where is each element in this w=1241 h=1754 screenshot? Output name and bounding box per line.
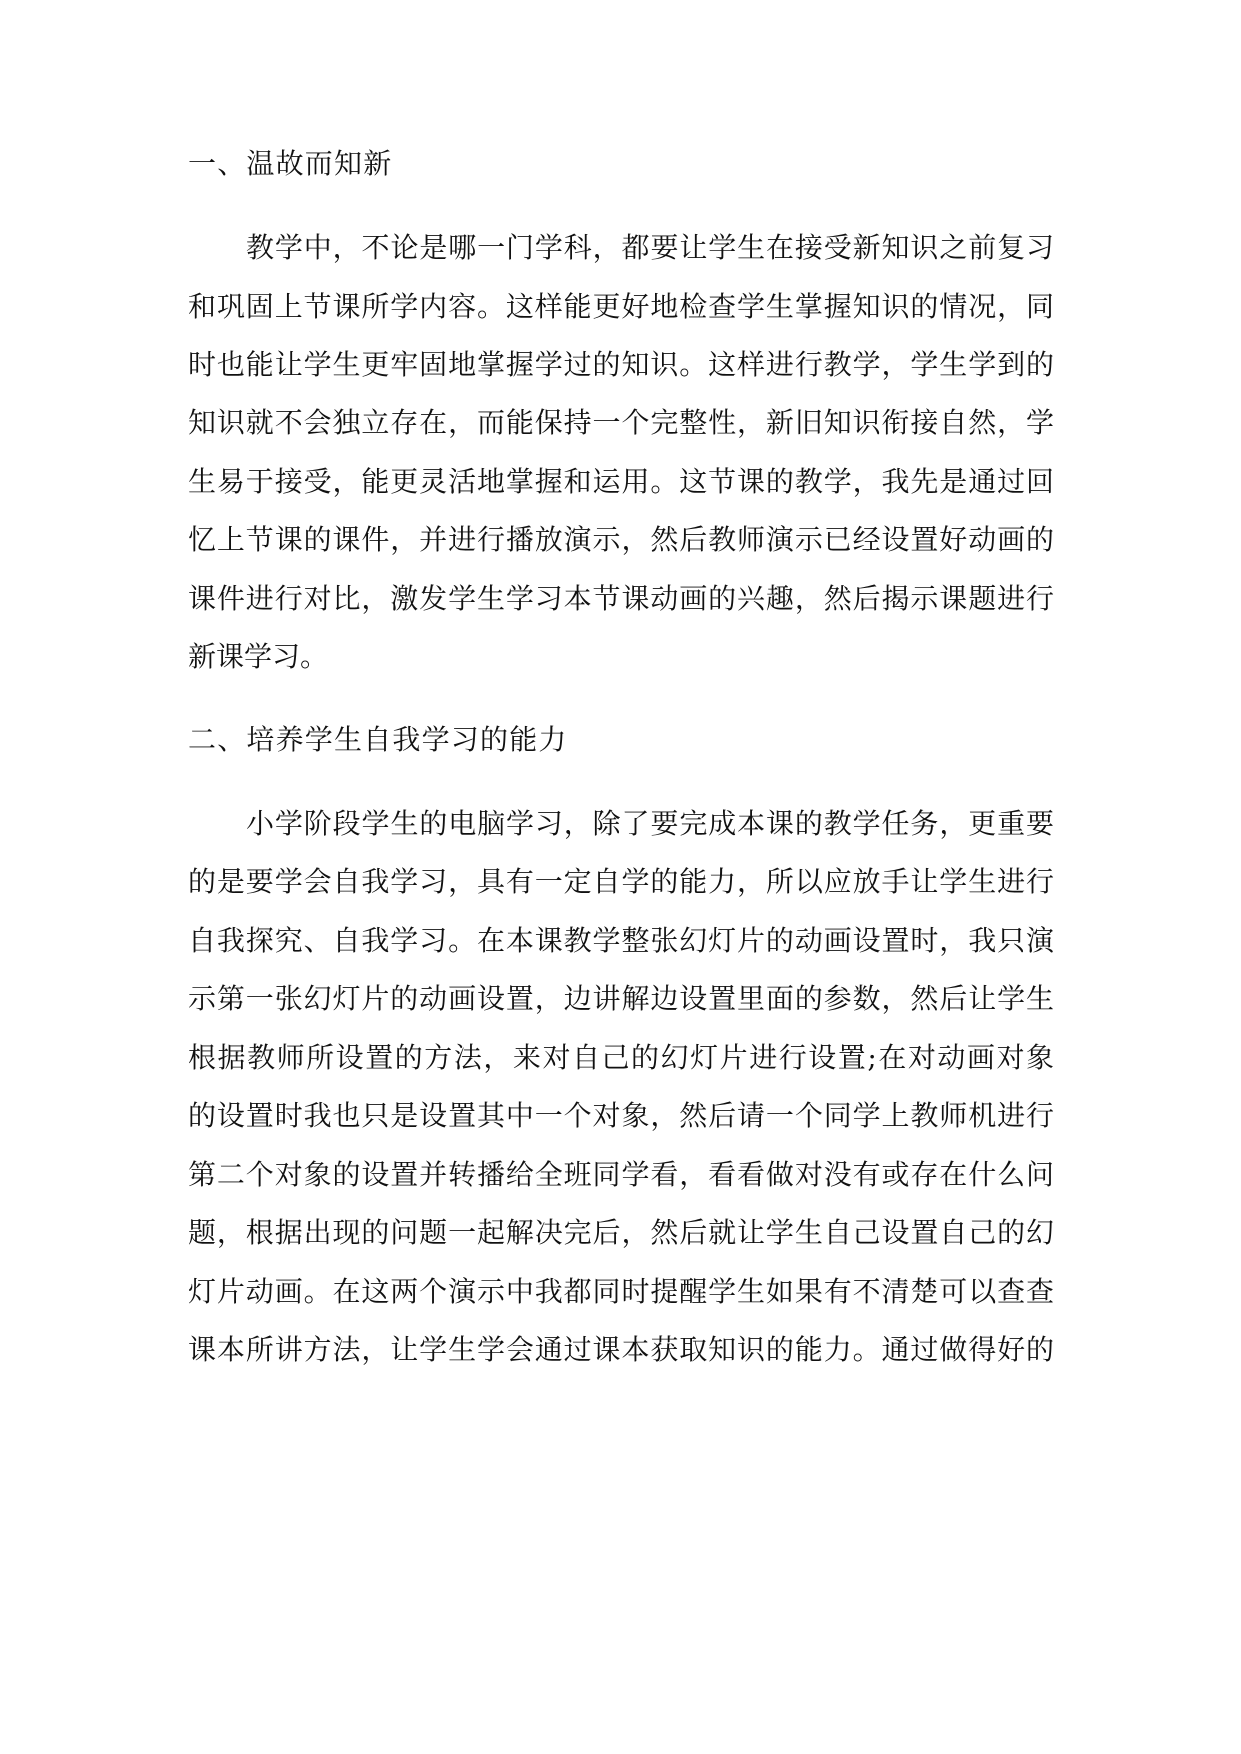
paragraph-line: 示第一张幻灯片的动画设置，边讲解边设置里面的参数，然后让学生 <box>188 982 1054 1015</box>
paragraph-line: 小学阶段学生的电脑学习，除了要完成本课的教学任务，更重要 <box>246 807 1054 840</box>
paragraph-line: 根据教师所设置的方法，来对自己的幻灯片进行设置;在对动画对象 <box>188 1041 1054 1074</box>
paragraph-line: 第二个对象的设置并转播给全班同学看，看看做对没有或存在什么问 <box>188 1158 1054 1191</box>
paragraph-line: 课本所讲方法，让学生学会通过课本获取知识的能力。通过做得好的 <box>188 1333 1054 1366</box>
paragraph-line: 知识就不会独立存在，而能保持一个完整性，新旧知识衔接自然，学 <box>188 406 1054 439</box>
paragraph-line: 的设置时我也只是设置其中一个对象，然后请一个同学上教师机进行 <box>188 1099 1054 1132</box>
paragraph-line: 新课学习。 <box>188 640 329 673</box>
paragraph-line: 灯片动画。在这两个演示中我都同时提醒学生如果有不清楚可以查查 <box>188 1275 1054 1308</box>
paragraph-line: 教学中，不论是哪一门学科，都要让学生在接受新知识之前复习 <box>246 231 1054 264</box>
paragraph-line: 生易于接受，能更灵活地掌握和运用。这节课的教学，我先是通过回 <box>188 465 1054 498</box>
paragraph-line: 的是要学会自我学习，具有一定自学的能力，所以应放手让学生进行 <box>188 865 1054 898</box>
paragraph-line: 自我探究、自我学习。在本课教学整张幻灯片的动画设置时，我只演 <box>188 924 1054 957</box>
paragraph-line: 忆上节课的课件，并进行播放演示，然后教师演示已经设置好动画的 <box>188 523 1054 556</box>
paragraph-line: 时也能让学生更牢固地掌握学过的知识。这样进行教学，学生学到的 <box>188 348 1054 381</box>
paragraph-line: 题，根据出现的问题一起解决完后，然后就让学生自己设置自己的幻 <box>188 1216 1054 1249</box>
paragraph-line: 和巩固上节课所学内容。这样能更好地检查学生掌握知识的情况，同 <box>188 290 1054 323</box>
paragraph-line: 课件进行对比，激发学生学习本节课动画的兴趣，然后揭示课题进行 <box>188 582 1054 615</box>
section-heading-1: 一、温故而知新 <box>188 147 393 180</box>
section-heading-2: 二、培养学生自我学习的能力 <box>188 723 568 756</box>
